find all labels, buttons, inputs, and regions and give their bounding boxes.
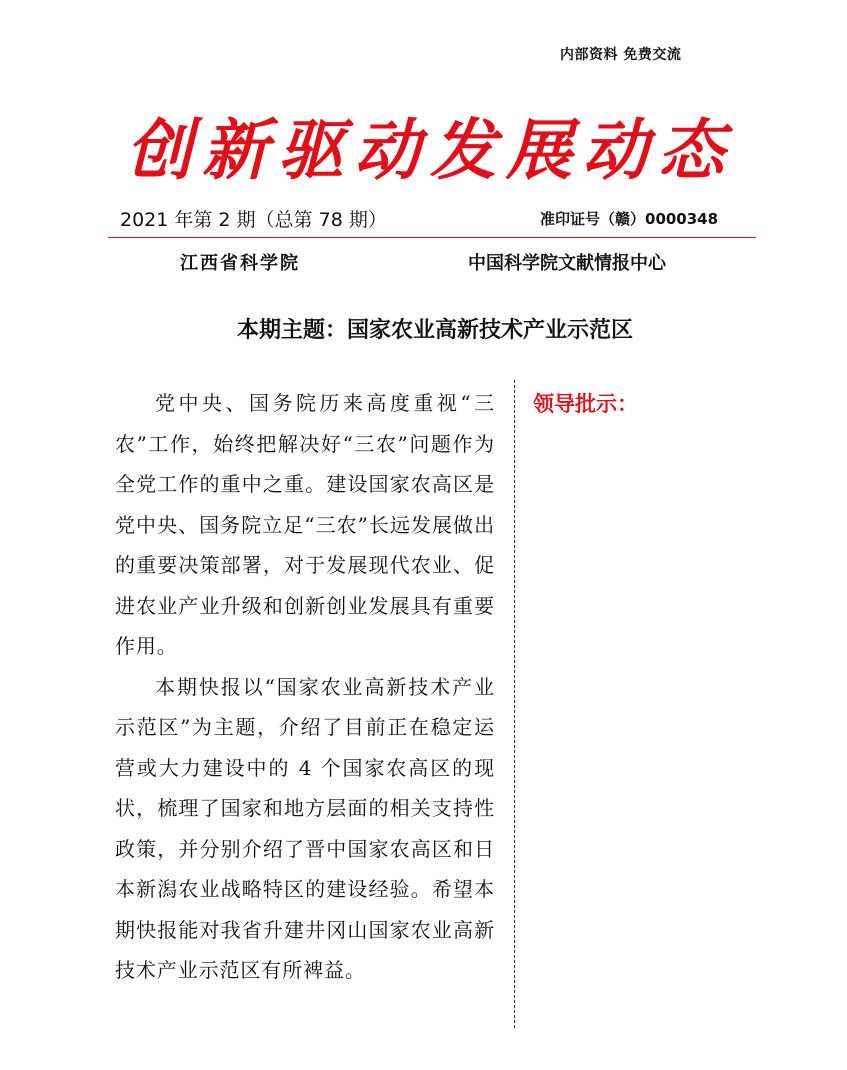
print-permit-number: 准印证号（赣）0000348	[540, 210, 719, 228]
publisher-org-right: 中国科学院文献情报中心	[468, 253, 666, 274]
header-divider	[108, 237, 756, 238]
leader-instruction-label: 领导批示：	[533, 392, 638, 416]
publisher-org-left: 江西省科学院	[180, 253, 300, 274]
column-divider	[514, 380, 515, 1028]
body-text	[115, 383, 495, 991]
body-paragraph: 本期快报以“国家农业高新技术产业示范区”为主题，介绍了目前正在稳定运营或大力建设中的 4 个国家农高区的现状，梳理了国家和地方层面的相关支持性政策，并分别介绍了晋中国家农高区和日本新潟农业战略特区的建设经验。希望本期快报能对我省升建井冈山国家农业高新技术产业示范区有所裨益。	[115, 674, 495, 982]
body-paragraph: 党中央、国务院历来高度重视“三农”工作，始终把解决好“三农”问题作为全党工作的重中之重。建设国家农高区是党中央、国务院立足“三农”长远发展做出的重要决策部署，对于发展现代农业、促进农业产业升级和创新创业发展具有重要作用。	[115, 391, 495, 658]
internal-use-note: 内部资料 免费交流	[560, 47, 682, 63]
publication-title: 创新驱动发展动态	[126, 111, 734, 189]
issue-number: 2021 年第 2 期（总第 78 期）	[120, 209, 387, 231]
issue-topic: 本期主题：国家农业高新技术产业示范区	[236, 318, 633, 343]
